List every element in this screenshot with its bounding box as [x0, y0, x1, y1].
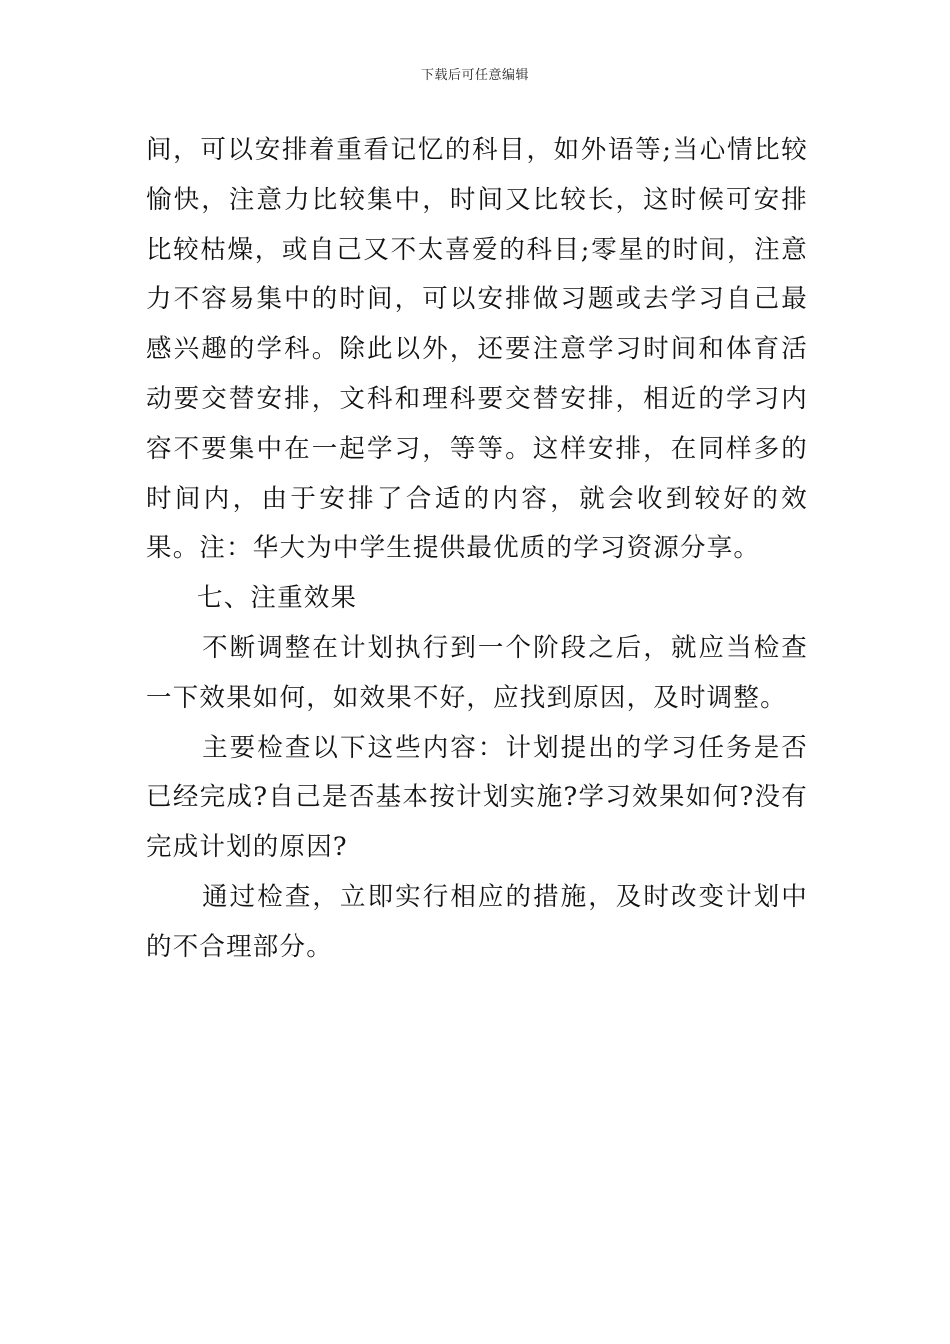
paragraph-measures: 通过检查，立即实行相应的措施，及时改变计划中的不合理部分。 [146, 881, 808, 962]
paragraph-check-items: 主要检查以下这些内容：计划提出的学习任务是否已经完成?自己是否基本按计划实施?学习效果如何?没有完成计划的原因? [146, 732, 808, 863]
document-body [146, 126, 808, 973]
paragraph-adjust: 不断调整在计划执行到一个阶段之后，就应当检查一下效果如何，如效果不好，应找到原因，及时调整。 [146, 632, 808, 713]
section-heading: 七、注重效果 [197, 583, 358, 614]
paragraph-continuation: 间，可以安排着重看记忆的科目，如外语等;当心情比较愉快，注意力比较集中，时间又比较长，这时候可安排比较枯燥，或自己又不太喜爱的科目;零星的时间，注意力不容易集中的时间，可以安排做习题或去学习自己最感兴趣的学科。除此以外，还要注意学习时间和体育活动要交替安排，文科和理科要交替安排，相近的学习内容不要集中在一起学习，等等。这样安排，在同样多的时间内，由于安排了合适的内容，就会收到较好的效果。注：华大为中学生提供最优质的学习资源分享。 [146, 135, 808, 564]
page-header: 下载后可任意编辑 [420, 68, 529, 83]
